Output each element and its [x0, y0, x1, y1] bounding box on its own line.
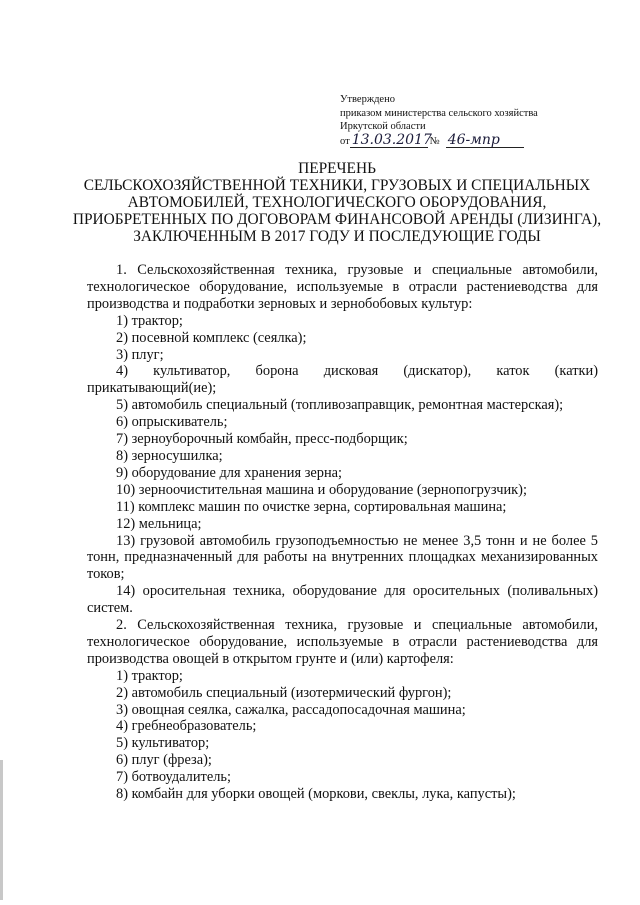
- section-1-intro: 1. Сельскохозяйственная техника, грузовые и специальные автомобили, технологическое оборудование, используемые в отрасли растениеводства для производства и подработки зерновых и зернобобовых культур:: [87, 262, 598, 312]
- approval-line-2: приказом министерства сельского хозяйства: [340, 107, 538, 119]
- section-2-item-2: 2) автомобиль специальный (изотермический фургон);: [116, 684, 452, 701]
- section-2-item-6: 6) плуг (фреза);: [116, 752, 212, 769]
- approval-prefix: от: [340, 135, 350, 147]
- document-title: [72, 160, 602, 245]
- number-sign: №: [429, 135, 440, 147]
- handwritten-number: 46-мпр: [446, 134, 524, 148]
- section-2-intro: 2. Сельскохозяйственная техника, грузовые и специальные автомобили, технологическое оборудование, используемые в отрасли растениеводства для производства овощей в открытом грунте и (или) картофеля:: [87, 617, 598, 667]
- section-2-item-4: 4) гребнеобразователь;: [116, 718, 257, 735]
- section-1-item-13: 13) грузовой автомобиль грузоподъемностью не менее 3,5 тонн и не более 5 тонн, предназначенный для работы на внутренних площадках механизированных токов;: [87, 532, 598, 583]
- section-2-item-8: 8) комбайн для уборки овощей (моркови, свеклы, лука, капусты);: [116, 786, 516, 803]
- approval-block: [340, 93, 538, 148]
- title-line-4: ПРИОБРЕТЕННЫХ ПО ДОГОВОРАМ ФИНАНСОВОЙ АРЕНДЫ (ЛИЗИНГА),: [72, 211, 602, 228]
- section-1-item-4: 4) культиватор, борона дисковая (дискатор), каток (катки) прикатывающий(ие);: [87, 363, 598, 397]
- section-1-item-2: 2) посевной комплекс (сеялка);: [116, 329, 307, 346]
- approval-line-1: Утверждено: [340, 94, 395, 105]
- section-1-item-14: 14) оросительная техника, оборудование для оросительных (поливальных) систем.: [87, 583, 598, 617]
- title-line-1: ПЕРЕЧЕНЬ: [298, 160, 376, 177]
- document-body: [87, 262, 598, 803]
- title-line-3: АВТОМОБИЛЕЙ, ТЕХНОЛОГИЧЕСКОГО ОБОРУДОВАНИЯ,: [127, 194, 547, 211]
- section-1-item-1: 1) трактор;: [116, 312, 183, 329]
- section-2-item-3: 3) овощная сеялка, сажалка, рассадопосадочная машина;: [116, 701, 466, 718]
- section-1-item-12: 12) мельница;: [116, 515, 202, 532]
- section-1-item-3: 3) плуг;: [116, 346, 164, 363]
- section-1-item-9: 9) оборудование для хранения зерна;: [116, 464, 343, 481]
- approval-line-3: Иркутской области: [340, 121, 426, 132]
- section-1-item-10: 10) зерноочистительная машина и оборудование (зернопогрузчик);: [116, 481, 527, 498]
- section-1-item-5: 5) автомобиль специальный (топливозаправщик, ремонтная мастерская);: [116, 397, 564, 414]
- handwritten-date: 13.03.2017: [351, 131, 432, 148]
- title-line-5: ЗАКЛЮЧЕННЫМ В 2017 ГОДУ И ПОСЛЕДУЮЩИЕ ГОДЫ: [133, 228, 541, 245]
- section-1-item-7: 7) зерноуборочный комбайн, пресс-подборщик;: [116, 431, 408, 448]
- section-1-item-8: 8) зерносушилка;: [116, 447, 223, 464]
- section-2-item-5: 5) культиватор;: [116, 735, 210, 752]
- approval-date-number-row: [340, 131, 538, 149]
- title-line-2: СЕЛЬСКОХОЗЯЙСТВЕННОЙ ТЕХНИКИ, ГРУЗОВЫХ И СПЕЦИАЛЬНЫХ: [83, 177, 591, 194]
- section-1-item-6: 6) опрыскиватель;: [116, 414, 228, 431]
- scan-edge-shadow: [0, 760, 3, 900]
- section-2-item-1: 1) трактор;: [116, 667, 183, 684]
- section-2-item-7: 7) ботвоудалитель;: [116, 769, 231, 786]
- section-1-item-11: 11) комплекс машин по очистке зерна, сортировальная машина;: [116, 498, 507, 515]
